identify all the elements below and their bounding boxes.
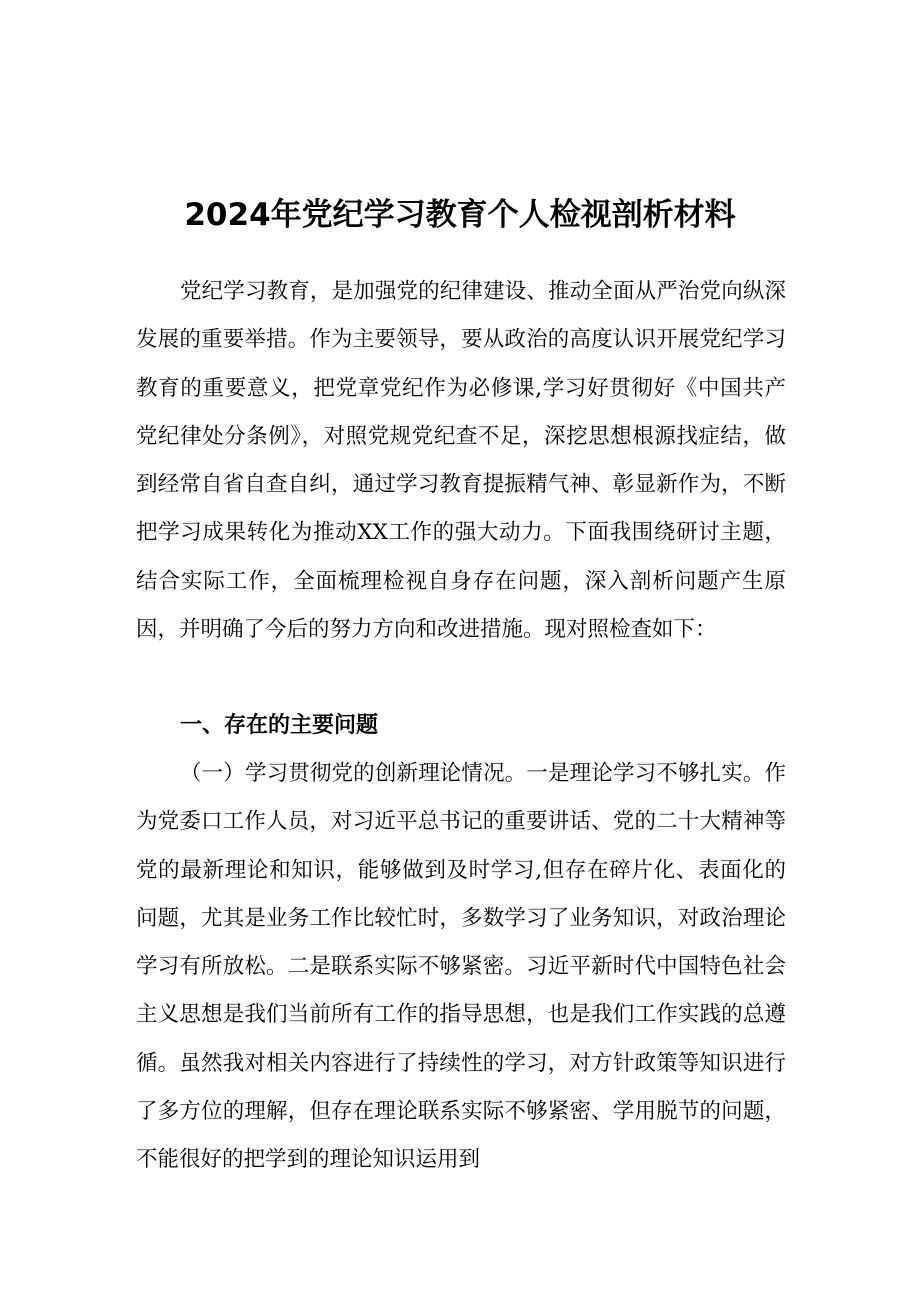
intro-paragraph: 党纪学习教育，是加强党的纪律建设、推动全面从严治党向纵深发展的重要举措。作为主要领导，要从政治的高度认识开展党纪学习教育的重要意义，把党章党纪作为必修课,学习好贯彻好《中国共产党纪律处分条例》，对照党规党纪查不足，深挖思想根源找症结，做到经常自省自查自纠，通过学习教育提振精气神、彰显新作为，不断把学习成果转化为推动XX工作的强大动力。下面我围绕研讨主题，结合实际工作，全面梳理检视自身存在问题，深入剖析问题产生原因，并明确了今后的努力方向和改进措施。现对照检查如下： [136, 279, 786, 643]
section-paragraph-theory-study: （一）学习贯彻党的创新理论情况。一是理论学习不够扎实。作为党委口工作人员，对习近平总书记的重要讲话、党的二十大精神等党的最新理论和知识，能够做到及时学习,但存在碎片化、表面化的问题，尤其是业务工作比较忙时，多数学习了业务知识，对政治理论学习有所放松。二是联系实际不够紧密。习近平新时代中国特色社会主义思想是我们当前所有工作的指导思想，也是我们工作实践的总遵循。虽然我对相关内容进行了持续性的学习，对方针政策等知识进行了多方位的理解，但存在理论联系实际不够紧密、学用脱节的问题，不能很好的把学到的理论知识运用到 [136, 761, 786, 1173]
document-title: 2024年党纪学习教育个人检视剖析材料 [184, 196, 736, 233]
section-heading-problems: 一、存在的主要问题 [180, 713, 379, 738]
